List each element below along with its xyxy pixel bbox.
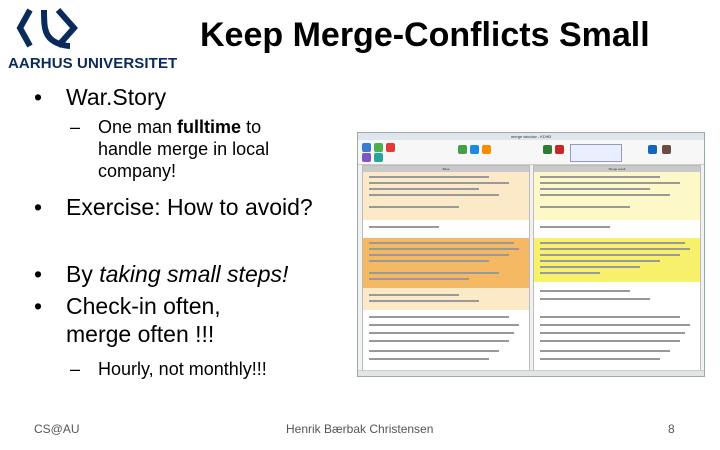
slide-title: Keep Merge-Conflicts Small	[200, 16, 650, 54]
close-icon	[386, 143, 395, 152]
bullet-text-prefix: By	[66, 261, 100, 287]
settings-icon	[648, 145, 657, 154]
bullet-text-line2: merge often !!!	[66, 321, 215, 347]
page-number: 8	[668, 422, 675, 436]
university-name: AARHUS UNIVERSITET	[8, 55, 178, 72]
logo-emblem-icon	[8, 6, 178, 54]
right-diff-pane[interactable]	[533, 165, 701, 372]
sub-bullet-text-line2: handle merge in local	[98, 139, 270, 159]
footer-left: CS@AU	[34, 422, 80, 436]
changed-region	[534, 172, 700, 220]
conflict-region	[363, 238, 529, 288]
open-icon	[362, 143, 371, 152]
sub-bullet-text-prefix: One man	[98, 117, 178, 137]
bullet-icon: •	[34, 84, 43, 110]
bullet-icon: •	[34, 261, 43, 287]
save-icon	[374, 143, 383, 152]
dash-icon: –	[70, 359, 81, 379]
sub-bullet-text-bold: fulltime	[177, 117, 242, 137]
dash-icon: –	[70, 117, 81, 137]
undo-icon	[362, 153, 371, 162]
bullet-text: War.Story	[66, 84, 167, 110]
university-logo	[8, 6, 178, 76]
left-diff-pane[interactable]	[362, 165, 530, 372]
changed-region	[363, 172, 529, 220]
footer-author: Henrik Bærbak Christensen	[286, 422, 434, 436]
bullet-icon: •	[34, 194, 43, 220]
sub-bullet-text-suffix: to	[241, 117, 262, 137]
bullet-text-italic: taking small steps!	[99, 261, 289, 287]
left-pane-header: Base	[363, 166, 529, 172]
sub-bullet-text-line3: company!	[98, 161, 177, 181]
status-bar	[358, 370, 704, 377]
right-pane-header: Merge result	[534, 166, 700, 172]
changed-region	[363, 288, 529, 310]
bullet-icon: •	[34, 293, 43, 319]
choose-c-icon	[482, 145, 491, 154]
next-conflict-icon	[543, 145, 552, 154]
bullet-text: Exercise: How to avoid?	[66, 194, 313, 220]
help-icon	[662, 145, 671, 154]
window-title: merge window - KDiff3	[358, 133, 704, 140]
options-panel	[570, 144, 622, 162]
merge-tool-screenshot	[357, 132, 705, 377]
bullet-text: Check-in often,	[66, 293, 221, 319]
redo-icon	[374, 153, 383, 162]
toolbar	[358, 140, 704, 165]
prev-conflict-icon	[555, 145, 564, 154]
choose-b-icon	[470, 145, 479, 154]
sub-bullet-text: Hourly, not monthly!!!	[98, 359, 267, 379]
choose-a-icon	[458, 145, 467, 154]
